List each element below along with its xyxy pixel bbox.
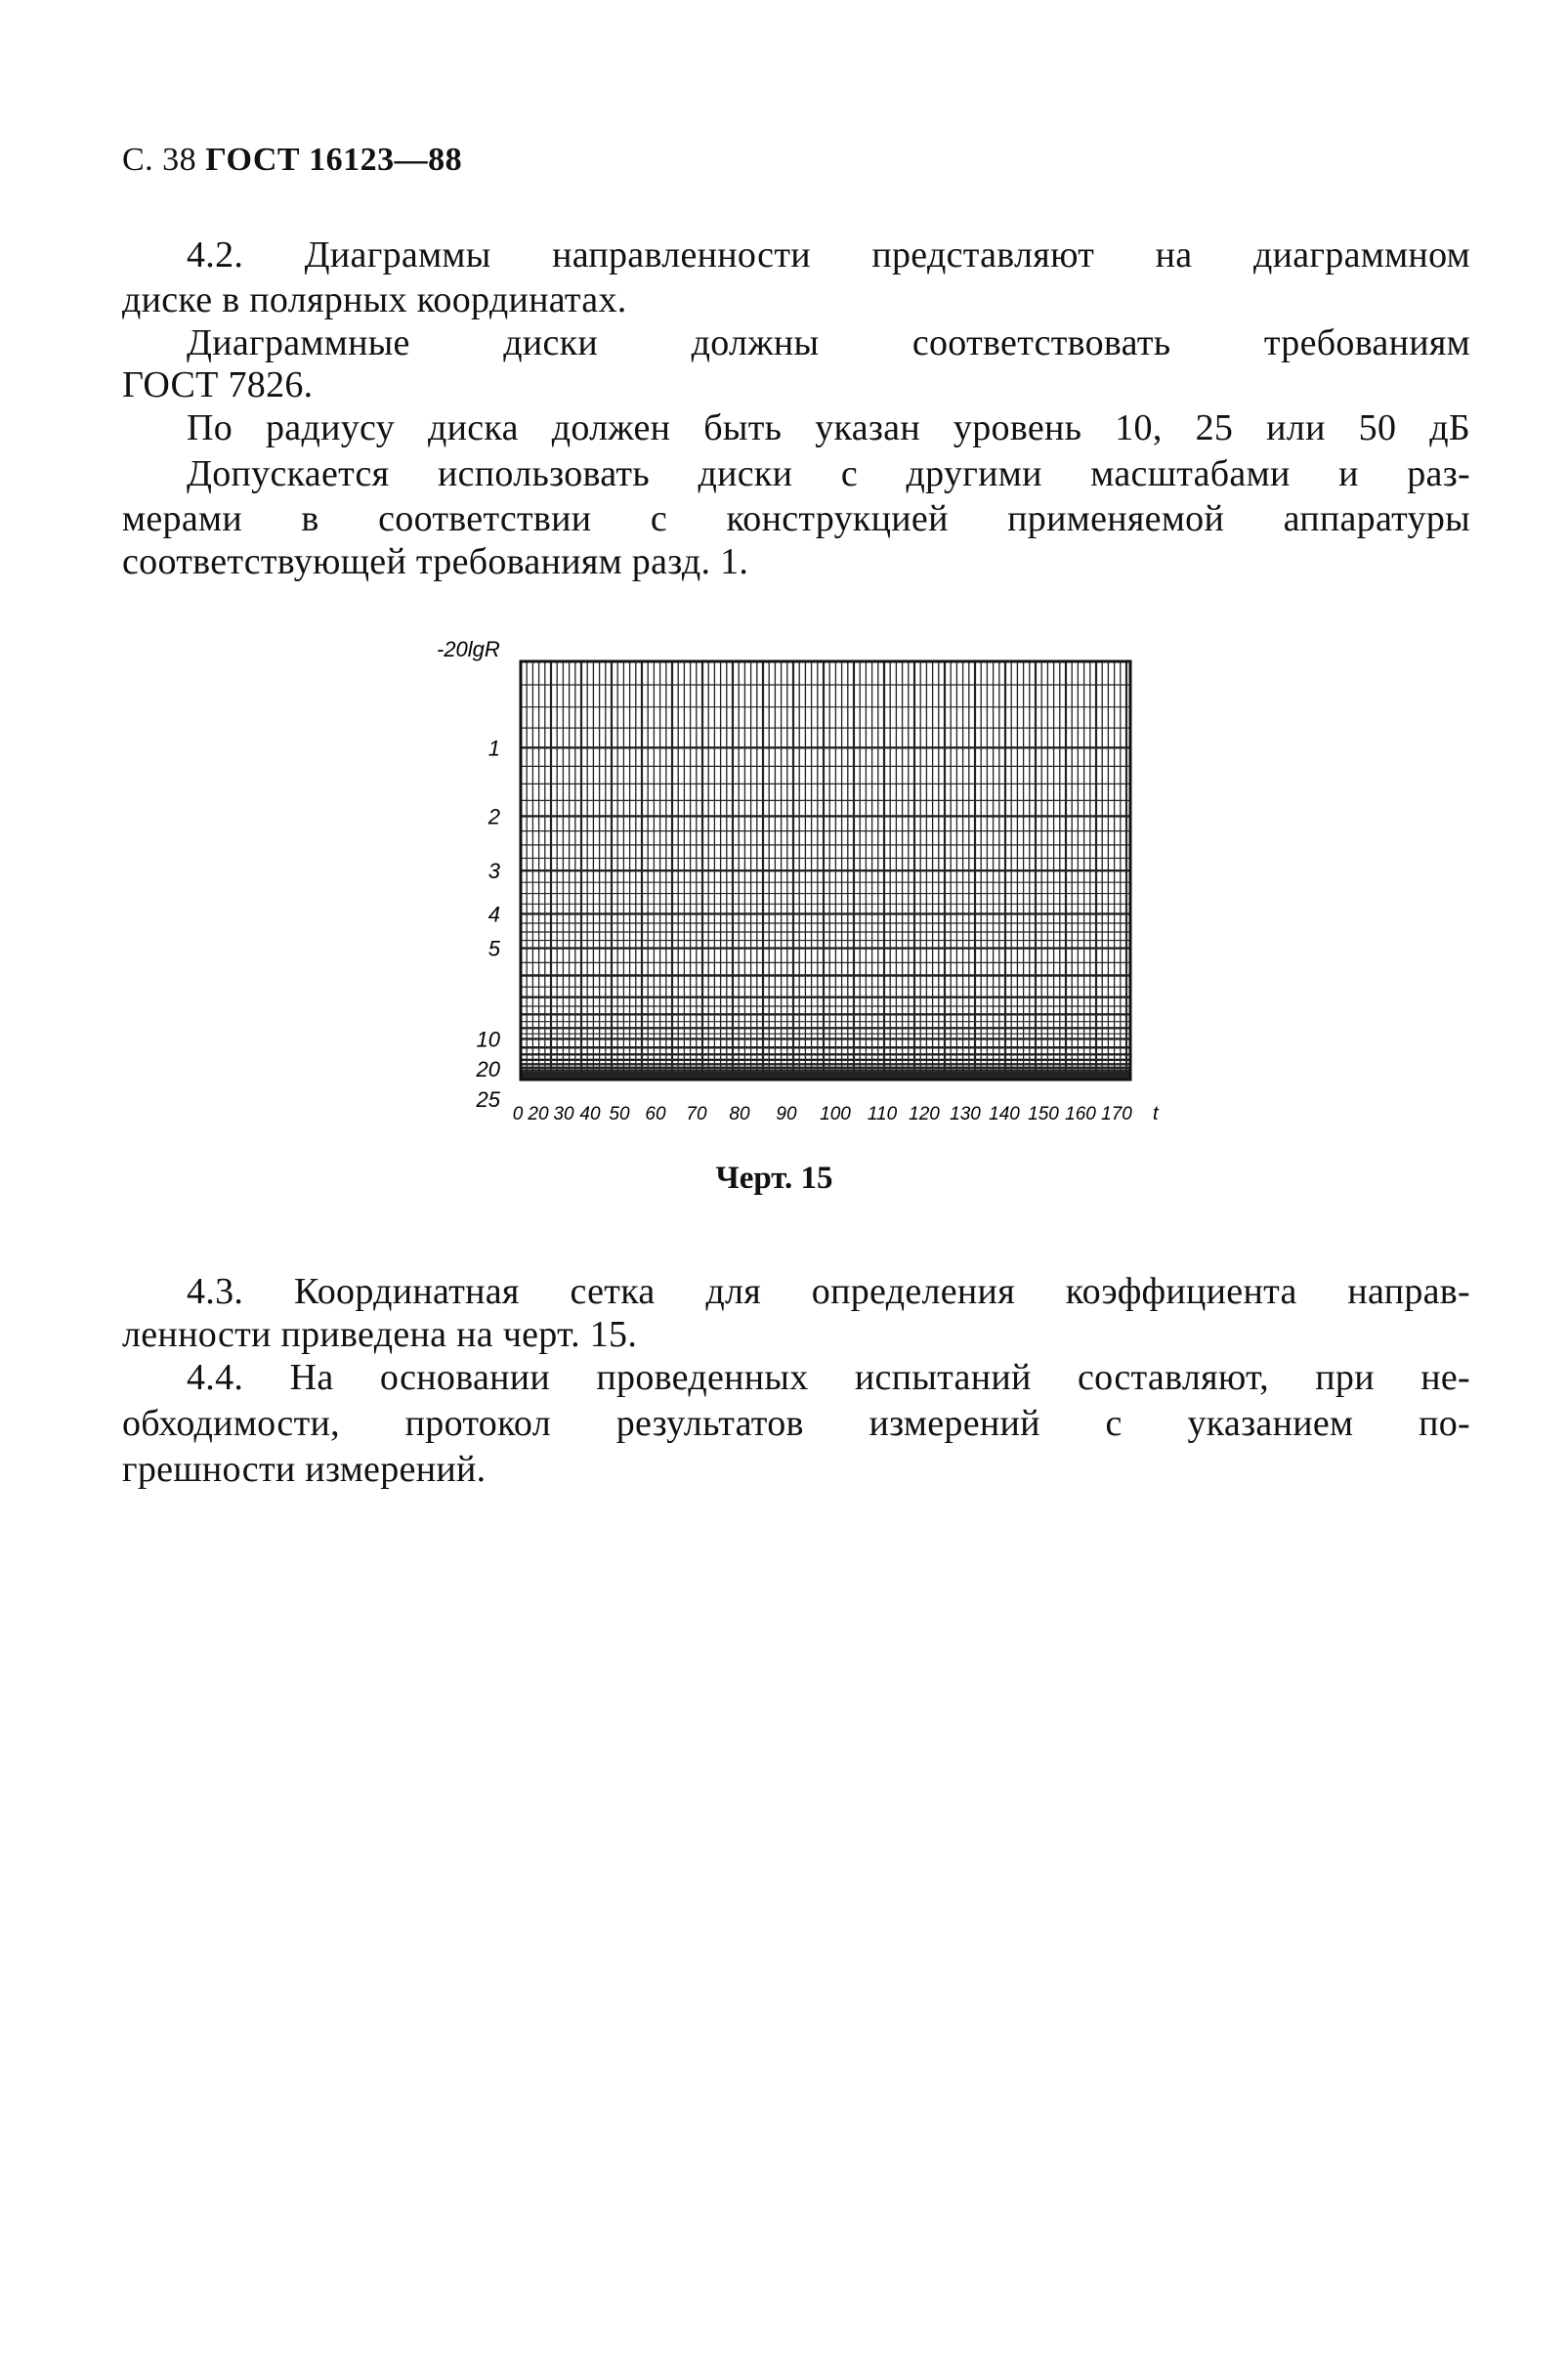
y-axis-label: -20lgR	[437, 637, 500, 661]
figure-caption	[0, 1161, 1568, 1197]
y-tick-label: 25	[476, 1087, 500, 1112]
x-tick-label: 40	[579, 1104, 601, 1124]
text-line: Допускается использовать диски с другими масштабами и раз-	[187, 453, 1470, 494]
x-tick-label: 170	[1101, 1104, 1132, 1124]
x-tick-label: 50	[609, 1104, 630, 1124]
text-line: 4.3. Координатная сетка для определения коэффициента направ-	[187, 1271, 1470, 1312]
text-line: диске в полярных координатах.	[122, 279, 627, 320]
x-tick-label: 0	[512, 1104, 524, 1124]
x-tick-label: 60	[645, 1104, 666, 1124]
x-tick-label: 140	[989, 1104, 1020, 1124]
x-tick-label: 120	[909, 1104, 940, 1124]
text-line: Диаграммные диски должны соответствовать требованиям	[187, 322, 1470, 363]
standard-number: ГОСТ 16123—88	[205, 142, 463, 178]
text-line: ленности приведена на черт. 15.	[122, 1314, 638, 1355]
text-line: 4.4. На основании проведенных испытаний составляют, при не-	[187, 1357, 1470, 1398]
x-tick-label: 70	[686, 1104, 707, 1124]
y-tick-label: 1	[487, 736, 500, 761]
coordinate-grid-chart	[0, 0, 1568, 1153]
y-tick-label: 2	[487, 804, 500, 829]
x-tick-label: 160	[1065, 1104, 1096, 1124]
x-tick-label: 90	[776, 1104, 797, 1124]
x-tick-label: 30	[553, 1104, 574, 1124]
y-tick-label: 5	[487, 936, 500, 961]
text-line: грешности измерений.	[122, 1449, 487, 1490]
text-line: мерами в соответствии с конструкцией применяемой аппаратуры	[122, 498, 1470, 539]
x-tick-label: 80	[729, 1104, 750, 1124]
text-line: 4.2. Диаграммы направленности представляют на диаграммном	[187, 234, 1470, 276]
y-tick-label: 4	[487, 902, 500, 927]
text-line: соответствующей требованиям разд. 1.	[122, 541, 749, 582]
x-tick-label: 20	[528, 1104, 549, 1124]
x-tick-label: 130	[950, 1104, 981, 1124]
x-axis-label: t	[1153, 1103, 1159, 1124]
y-tick-label: 20	[476, 1057, 500, 1082]
x-tick-label: 100	[820, 1104, 851, 1124]
text-line: ГОСТ 7826.	[122, 364, 314, 405]
x-tick-label: 110	[867, 1104, 898, 1124]
text-line: По радиусу диска должен быть указан уровень 10, 25 или 50 дБ	[187, 407, 1470, 448]
figure-caption-text: Черт. 15	[715, 1161, 833, 1196]
text-line: обходимости, протокол результатов измерений с указанием по-	[122, 1403, 1470, 1444]
y-tick-label: 10	[476, 1027, 500, 1052]
x-tick-label: 150	[1028, 1104, 1059, 1124]
y-tick-label: 3	[487, 859, 500, 884]
page-number: С. 38	[122, 142, 197, 178]
